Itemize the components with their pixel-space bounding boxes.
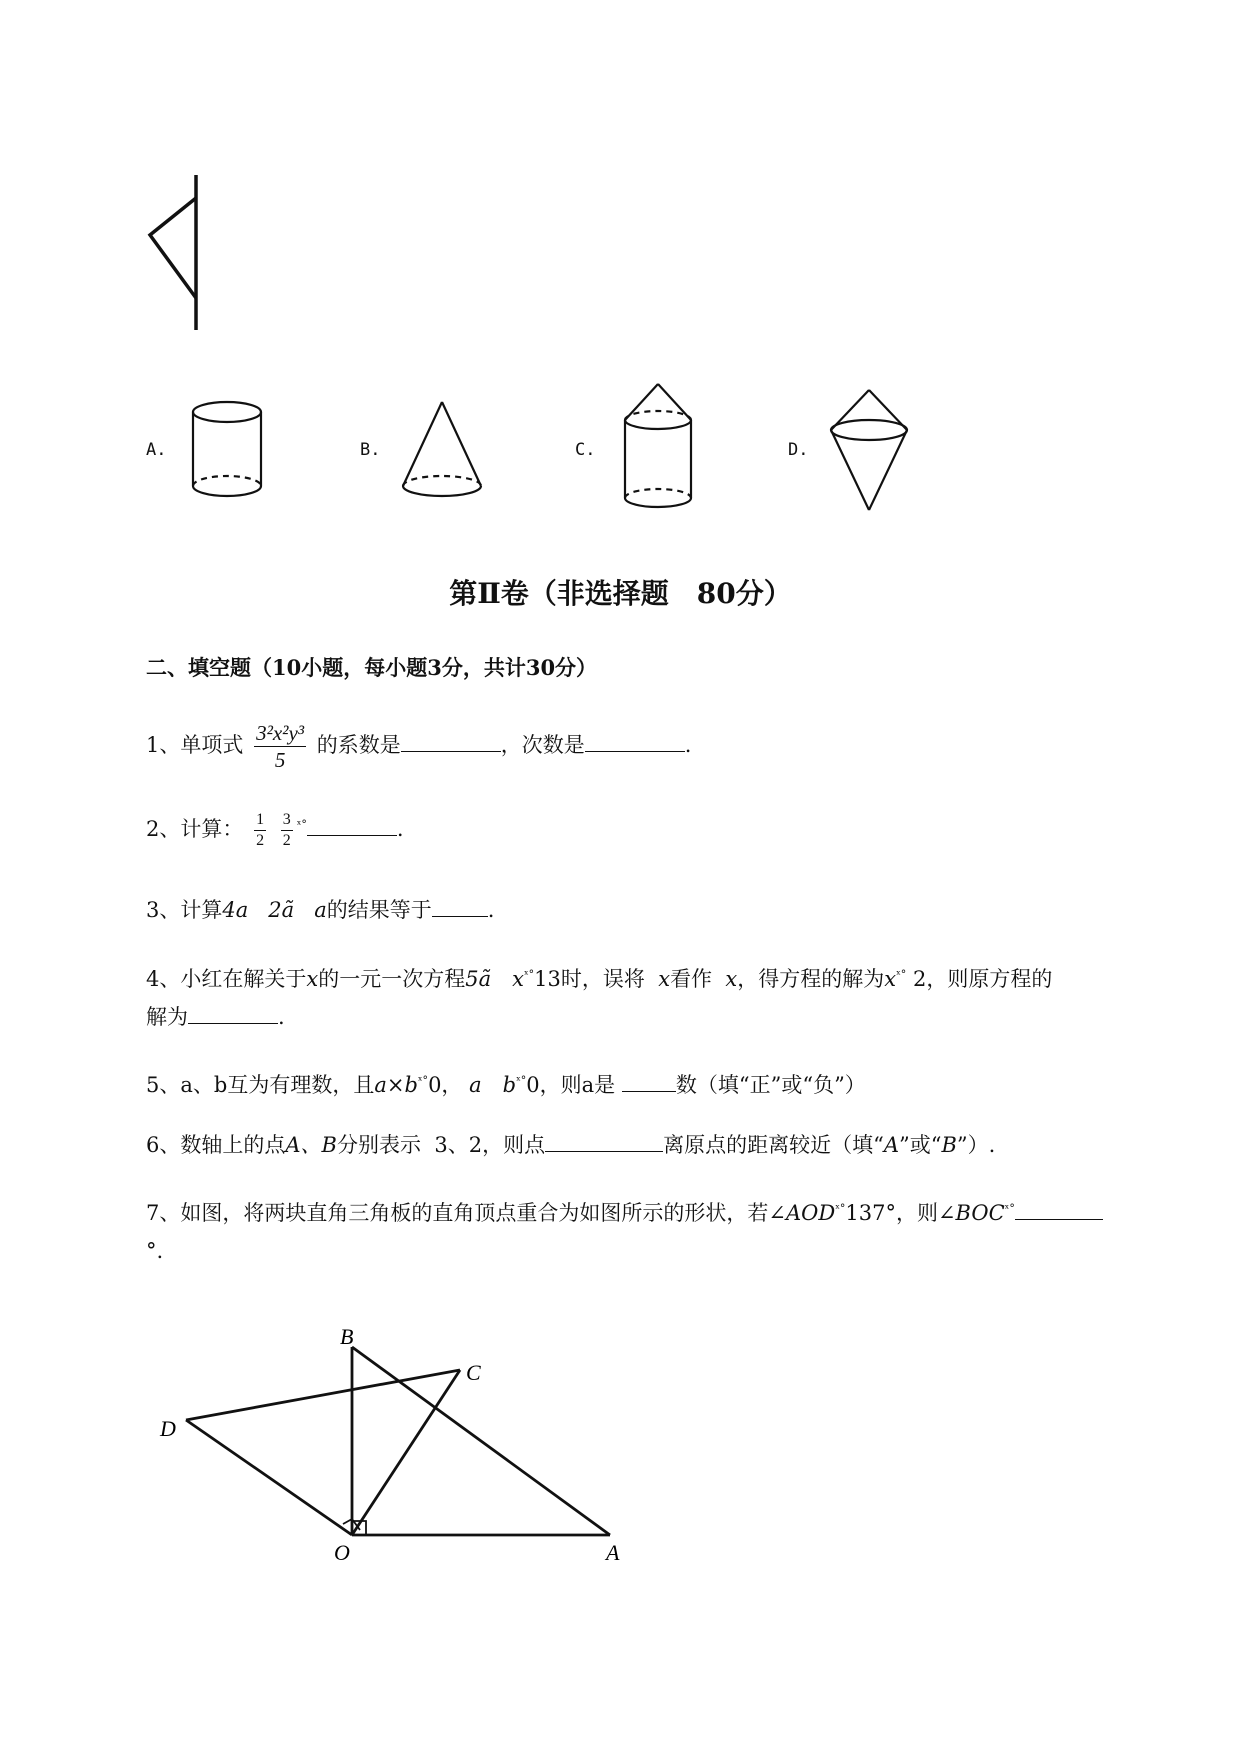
q4-text-b: 的一元一次方程 <box>318 967 466 991</box>
q2-f2-den: 2 <box>282 832 291 849</box>
q5-expr-1: a×b <box>374 1073 418 1097</box>
option-c-label: C. <box>575 440 596 460</box>
q6-qa: A <box>883 1133 899 1157</box>
q4-v3: x <box>725 967 738 991</box>
q4-line2: 解为 <box>146 1005 188 1029</box>
q4-v2: x <box>658 967 671 991</box>
q3-expr-1: 4a <box>222 898 249 922</box>
q3-expr-2: 2ã <box>268 898 295 922</box>
q4-text-a: 4、小红在解关于 <box>146 967 307 991</box>
q7-garble: ˣ° <box>835 1202 846 1215</box>
q5-tail: 数（填“正”或“负”） <box>675 1073 866 1097</box>
q4-text-e: ，则原方程的 <box>926 967 1053 991</box>
q1-suffix: 的系数是 <box>316 733 401 757</box>
q2-end: . <box>396 817 404 841</box>
q5-garble: ˣ° <box>417 1074 429 1087</box>
q5-zero-2: 0， <box>526 1073 561 1097</box>
q6-points: A、B <box>285 1133 337 1157</box>
q4-end: . <box>278 1005 285 1029</box>
q3-prefix: 3、计算 <box>146 898 223 922</box>
q7-garble-2: ˣ° <box>1004 1202 1015 1215</box>
q3-suffix: 的结果等于 <box>326 898 432 922</box>
q2-f2-num: 3 <box>281 810 293 831</box>
q4-val: 2 <box>912 967 927 991</box>
q2-f1-den: 2 <box>256 832 265 849</box>
q2-garble: ˣ° <box>296 818 307 831</box>
q3-end: . <box>487 898 495 922</box>
label-d: D <box>160 1416 176 1441</box>
q5-prefix: 5、a、b互为有理数，且 <box>146 1073 375 1097</box>
q7-degree: °. <box>146 1239 164 1263</box>
q6-or: ”或“ <box>899 1133 942 1157</box>
q2-f1-num: 1 <box>254 810 266 831</box>
q5-suffix: 则a是 <box>560 1073 616 1097</box>
q7-text: 7、如图，将两块直角三角板的直角顶点重合为如图所示的形状，若 <box>146 1201 769 1225</box>
label-a: A <box>606 1540 620 1565</box>
q2-prefix: 2、计算： <box>146 817 244 841</box>
option-d-label: D. <box>788 440 809 460</box>
q4-v4: x <box>884 967 897 991</box>
q5-expr-2: a b <box>469 1073 517 1097</box>
q1-end: . <box>684 733 692 757</box>
q4-garble-2: ˣ° <box>896 968 907 981</box>
section2-header: 二、填空题（10小题，每小题3分，共计30分） <box>146 655 598 680</box>
section-title: 第Ⅱ卷（非选择题 80分） <box>449 577 792 610</box>
option-a-label: A. <box>146 440 167 460</box>
label-b: B <box>340 1324 354 1349</box>
q4-text-c: 看作 <box>670 967 713 991</box>
q4-var: x <box>306 967 319 991</box>
q5-zero-1: 0， <box>428 1073 463 1097</box>
q4-eq2: 13时，误将 <box>534 967 645 991</box>
q7-angle-boc: ∠BOC <box>937 1201 1005 1225</box>
q6-close: ”）. <box>956 1133 996 1157</box>
q1-numerator: 3²x²y³ <box>256 721 305 745</box>
q4-eq: 5ã x <box>465 967 524 991</box>
q1-prefix: 1、单项式 <box>146 733 244 757</box>
q1-sep: ，次数是 <box>500 733 585 757</box>
q6-mid: 分别表示 <box>336 1133 421 1157</box>
q4-text-d: ，得方程的解为 <box>737 967 885 991</box>
label-o: O <box>334 1540 350 1565</box>
q6-qb: B <box>941 1133 957 1157</box>
q4-garble: ˣ° <box>523 968 535 981</box>
q3-expr-3: a <box>314 898 327 922</box>
q1-denominator: 5 <box>274 748 286 772</box>
q6-tail: 离原点的距离较近（填“ <box>663 1133 884 1157</box>
q6-prefix: 6、数轴上的点 <box>146 1133 286 1157</box>
label-c: C <box>466 1360 481 1385</box>
q6-nums: 3、2，则点 <box>434 1133 546 1157</box>
q7-val: 137°，则 <box>845 1201 938 1225</box>
option-b-label: B. <box>360 440 381 460</box>
q7-angle-aod: ∠AOD <box>768 1201 836 1225</box>
q5-garble-2: ˣ° <box>516 1074 527 1087</box>
